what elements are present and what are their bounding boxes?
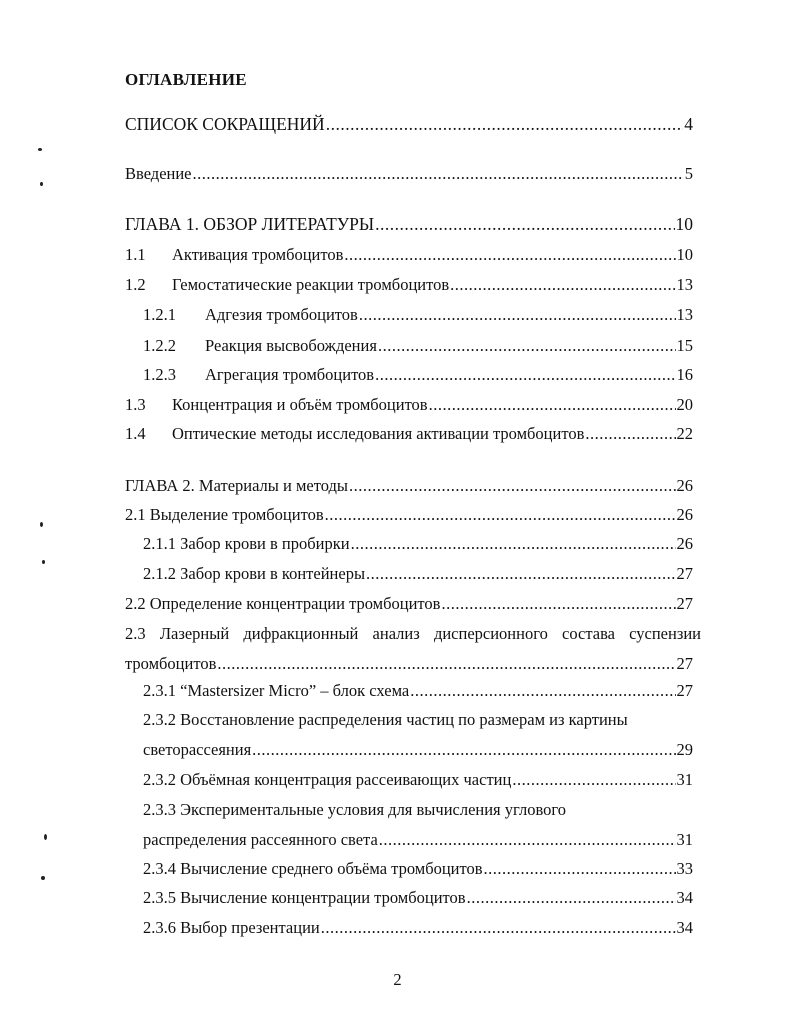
toc-entry-title: Адгезия тромбоцитов — [205, 305, 358, 324]
toc-entry[interactable] — [143, 365, 693, 385]
toc-entry-title: 2.1.2 Забор крови в контейнеры — [143, 564, 366, 583]
page-number: 2 — [393, 970, 402, 989]
toc-entry-page: 31 — [676, 770, 693, 789]
toc-entry[interactable] — [125, 114, 693, 134]
toc-entry-number: 1.3 — [125, 395, 146, 414]
toc-entry[interactable] — [143, 564, 693, 584]
dot-leader — [366, 564, 675, 584]
toc-entry[interactable] — [143, 305, 693, 325]
dot-leader — [512, 770, 675, 790]
scan-speck — [38, 148, 42, 151]
dot-leader — [450, 275, 675, 295]
toc-entry[interactable] — [125, 164, 693, 184]
toc-entry-page: 33 — [676, 859, 693, 878]
toc-entry[interactable] — [143, 830, 693, 850]
toc-entry-title: Агрегация тромбоцитов — [205, 365, 375, 384]
dot-leader — [378, 336, 676, 356]
dot-leader — [441, 594, 675, 614]
toc-entry-title-line2: распределения рассеянного света — [143, 830, 378, 849]
dot-leader — [429, 395, 676, 415]
dot-leader — [252, 740, 675, 760]
toc-entry-title: 2.2 Определение концентрации тромбоцитов — [125, 594, 441, 613]
toc-entry-title: 2.3.1 “Mastersizer Micro” – блок схема — [143, 681, 410, 700]
toc-entry[interactable] — [143, 888, 693, 908]
toc-entry-number: 1.2.1 — [143, 305, 176, 324]
toc-entry-title: Концентрация и объём тромбоцитов — [172, 395, 428, 414]
dot-leader — [351, 534, 676, 554]
toc-entry-title-line2: тромбоцитов — [125, 654, 217, 673]
toc-entry-page: 27 — [676, 681, 693, 700]
dot-leader — [321, 918, 676, 938]
toc-entry-number: 1.4 — [125, 424, 146, 443]
toc-entry-title-line1[interactable]: 2.3.3 Экспериментальные условия для вычисления углового — [143, 800, 566, 819]
toc-entry-page: 20 — [676, 395, 693, 414]
toc-entry[interactable] — [143, 770, 693, 790]
scan-speck — [40, 182, 43, 186]
dot-leader — [193, 164, 684, 184]
toc-entry[interactable] — [143, 740, 693, 760]
toc-entry-page: 22 — [676, 424, 693, 443]
toc-entry-title-line2: светорассеяния — [143, 740, 252, 759]
toc-entry-page: 4 — [684, 114, 693, 134]
scan-speck — [41, 876, 45, 880]
dot-leader — [344, 245, 675, 265]
toc-entry-title-line1[interactable]: 2.3 Лазерный дифракционный анализ дисперсионного состава суспензии — [125, 624, 701, 643]
toc-entry-page: 10 — [676, 245, 693, 264]
toc-entry[interactable] — [143, 918, 693, 938]
toc-entry-number: 1.1 — [125, 245, 146, 264]
toc-entry-title-line1[interactable]: 2.3.2 Восстановление распределения частиц по размерам из картины — [143, 710, 628, 729]
dot-leader — [359, 305, 676, 325]
toc-entry-title: 2.3.4 Вычисление среднего объёма тромбоцитов — [143, 859, 483, 878]
toc-entry-page: 10 — [675, 214, 693, 234]
toc-entry-title: СПИСОК СОКРАЩЕНИЙ — [125, 114, 325, 134]
toc-entry-title: 2.1.1 Забор крови в пробирки — [143, 534, 350, 553]
toc-entry-title: Гемостатические реакции тромбоцитов — [172, 275, 450, 294]
dot-leader — [379, 830, 676, 850]
toc-entry-title: 2.3.2 Объёмная концентрация рассеивающих частиц — [143, 770, 512, 789]
scan-speck — [42, 560, 45, 564]
toc-entry-title: Введение — [125, 164, 192, 183]
toc-entry[interactable] — [125, 505, 693, 525]
toc-entry[interactable] — [125, 245, 693, 265]
toc-entry-title: ГЛАВА 1. ОБЗОР ЛИТЕРАТУРЫ — [125, 214, 375, 234]
toc-entry-page: 5 — [684, 164, 693, 183]
toc-entry-title: Оптические методы исследования активации тромбоцитов — [172, 424, 585, 443]
toc-entry-number: 1.2.2 — [143, 336, 176, 355]
toc-entry[interactable] — [125, 395, 693, 415]
toc-entry[interactable] — [143, 681, 693, 701]
toc-entry-page: 34 — [676, 918, 693, 937]
toc-entry[interactable] — [143, 336, 693, 356]
toc-entry[interactable] — [125, 594, 693, 614]
toc-entry-page: 15 — [676, 336, 693, 355]
toc-entry-page: 26 — [676, 534, 693, 553]
toc-entry[interactable] — [125, 214, 693, 234]
toc-heading: ОГЛАВЛЕНИЕ — [125, 70, 247, 89]
dot-leader — [375, 214, 674, 234]
toc-entry[interactable] — [125, 654, 693, 674]
toc-entry-page: 27 — [676, 564, 693, 583]
toc-entry-title: Активация тромбоцитов — [172, 245, 344, 264]
dot-leader — [375, 365, 675, 385]
scan-speck — [40, 522, 43, 527]
toc-entry-page: 16 — [676, 365, 693, 384]
toc-entry[interactable] — [125, 424, 693, 444]
toc-entry-title: 2.1 Выделение тромбоцитов — [125, 505, 324, 524]
toc-entry-page: 29 — [676, 740, 693, 759]
toc-entry-number: 1.2 — [125, 275, 146, 294]
toc-entry-number: 1.2.3 — [143, 365, 176, 384]
toc-entry[interactable] — [125, 275, 693, 295]
toc-entry-page: 27 — [676, 654, 693, 673]
dot-leader — [410, 681, 675, 701]
toc-entry[interactable] — [143, 534, 693, 554]
toc-entry-page: 13 — [676, 275, 693, 294]
toc-entry-page: 27 — [676, 594, 693, 613]
toc-entry-title: 2.3.6 Выбор презентации — [143, 918, 320, 937]
toc-entry[interactable] — [143, 859, 693, 879]
dot-leader — [325, 505, 676, 525]
toc-entry-title: Реакция высвобождения — [205, 336, 377, 355]
toc-entry-page: 26 — [676, 476, 693, 495]
toc-entry-page: 26 — [676, 505, 693, 524]
dot-leader — [484, 859, 676, 879]
dot-leader — [349, 476, 676, 496]
scan-speck — [44, 834, 47, 840]
dot-leader — [467, 888, 676, 908]
dot-leader — [585, 424, 675, 444]
dot-leader — [217, 654, 675, 674]
toc-entry-title: ГЛАВА 2. Материалы и методы — [125, 476, 348, 495]
toc-entry-page: 31 — [676, 830, 693, 849]
toc-entry-page: 34 — [676, 888, 693, 907]
toc-entry[interactable] — [125, 476, 693, 496]
toc-entry-title: 2.3.5 Вычисление концентрации тромбоцитов — [143, 888, 466, 907]
dot-leader — [326, 114, 684, 134]
toc-entry-page: 13 — [676, 305, 693, 324]
